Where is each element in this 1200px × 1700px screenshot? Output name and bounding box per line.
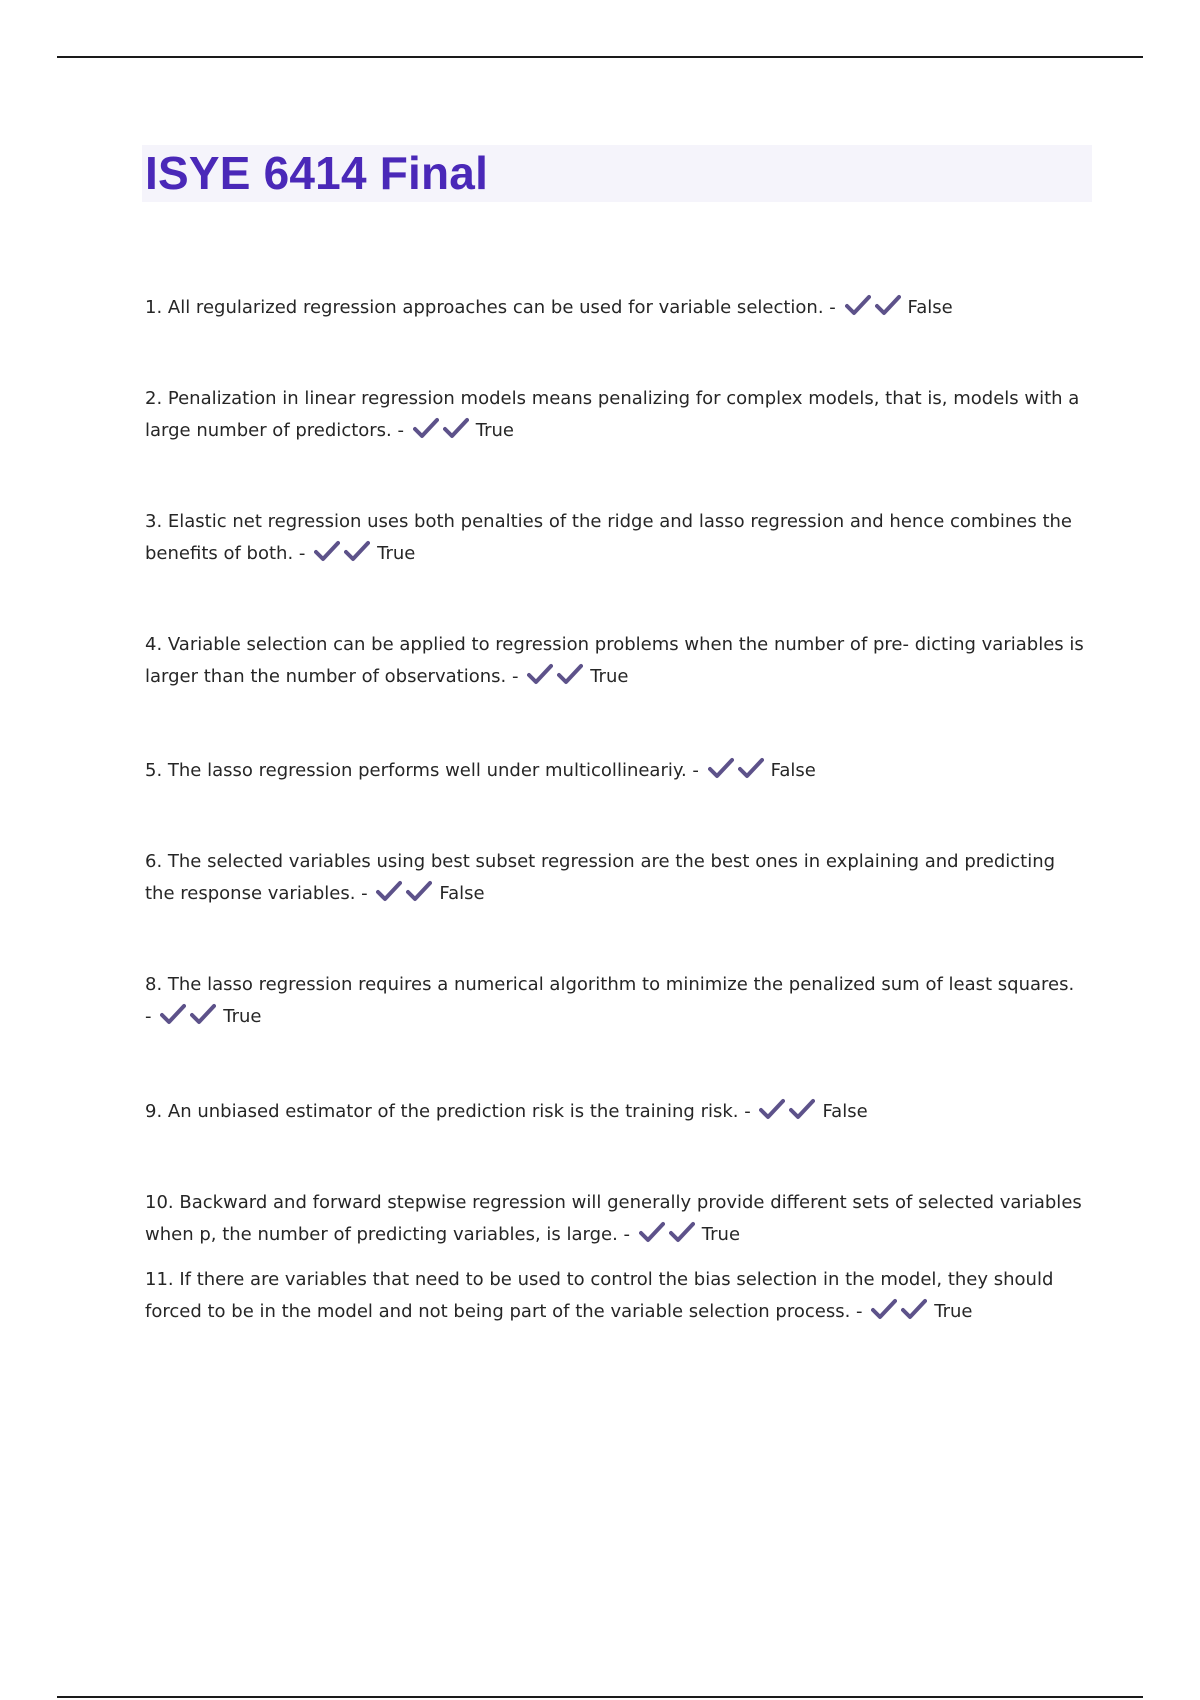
checkmark-icon [871, 1298, 897, 1320]
question-text: 2. Penalization in linear regression models means penalizing for complex models, that is, models with a large number of predictors. - [145, 388, 1080, 441]
qa-item-5 [145, 755, 1085, 790]
question-text: 4. Variable selection can be applied to regression problems when the number of pre- dicting variables is larger than the number of observations. - [145, 634, 1084, 687]
title-band [142, 145, 1092, 202]
checkmark-icon [875, 294, 901, 316]
checkmark-icon [190, 1003, 216, 1025]
checkmarks [160, 1003, 220, 1036]
qa-item-4 [145, 629, 1085, 696]
question-text: 5. The lasso regression performs well under multicollineariy. - [145, 760, 699, 781]
checkmark-icon [789, 1098, 815, 1120]
answer-text: False [439, 883, 485, 904]
checkmarks [708, 757, 768, 790]
qa-item-10 [145, 1187, 1085, 1254]
answer-text: True [377, 543, 416, 564]
answer-text: False [907, 297, 953, 318]
question-text: 6. The selected variables using best subset regression are the best ones in explaining and predicting the response variables. - [145, 851, 1056, 904]
answer-text: True [934, 1301, 973, 1322]
answer-text: True [223, 1006, 262, 1027]
answer-text: True [475, 420, 514, 441]
checkmark-icon [845, 294, 871, 316]
qa-item-9 [145, 1096, 1085, 1131]
top-rule [57, 56, 1143, 58]
checkmark-icon [669, 1221, 695, 1243]
checkmark-icon [639, 1221, 665, 1243]
checkmarks [376, 880, 436, 913]
answer-text: True [590, 666, 629, 687]
checkmark-icon [557, 663, 583, 685]
qa-item-2 [145, 383, 1085, 450]
question-text: 1. All regularized regression approaches can be used for variable selection. - [145, 297, 836, 318]
answer-text: False [822, 1101, 868, 1122]
checkmark-icon [413, 417, 439, 439]
question-text: 9. An unbiased estimator of the prediction risk is the training risk. - [145, 1101, 751, 1122]
checkmark-icon [160, 1003, 186, 1025]
checkmarks [759, 1098, 819, 1131]
answer-text: False [770, 760, 816, 781]
answer-text: True [701, 1224, 741, 1245]
qa-item-6 [145, 846, 1085, 913]
checkmark-icon [376, 880, 402, 902]
checkmark-icon [406, 880, 432, 902]
checkmarks [639, 1221, 699, 1254]
question-text: 8. The lasso regression requires a numerical algorithm to minimize the penalized sum of least squares. - [145, 974, 1075, 1027]
question-text: 3. Elastic net regression uses both penalties of the ridge and lasso regression and hence combines the benefits of both. - [145, 511, 1072, 564]
checkmark-icon [708, 757, 734, 779]
checkmarks [413, 417, 473, 450]
checkmark-icon [759, 1098, 785, 1120]
qa-item-11 [145, 1264, 1085, 1331]
qa-item-8 [145, 969, 1085, 1036]
question-text: 11. If there are variables that need to be used to control the bias selection in the model, they should forced to be in the model and not being part of the variable selection process. - [145, 1269, 1054, 1322]
checkmarks [314, 540, 374, 573]
qa-item-3 [145, 506, 1085, 573]
page-title: ISYE 6414 Final [145, 147, 489, 199]
checkmark-icon [901, 1298, 927, 1320]
checkmark-icon [443, 417, 469, 439]
checkmarks [845, 294, 905, 327]
checkmarks [871, 1298, 931, 1331]
checkmarks [527, 663, 587, 696]
checkmark-icon [738, 757, 764, 779]
checkmark-icon [527, 663, 553, 685]
checkmark-icon [314, 540, 340, 562]
qa-item-1 [145, 292, 1085, 327]
question-text: 10. Backward and forward stepwise regression will generally provide different sets of selected variables when p, the number of predicting variables, is large. - [145, 1192, 1082, 1245]
bottom-rule [57, 1696, 1143, 1698]
checkmark-icon [344, 540, 370, 562]
